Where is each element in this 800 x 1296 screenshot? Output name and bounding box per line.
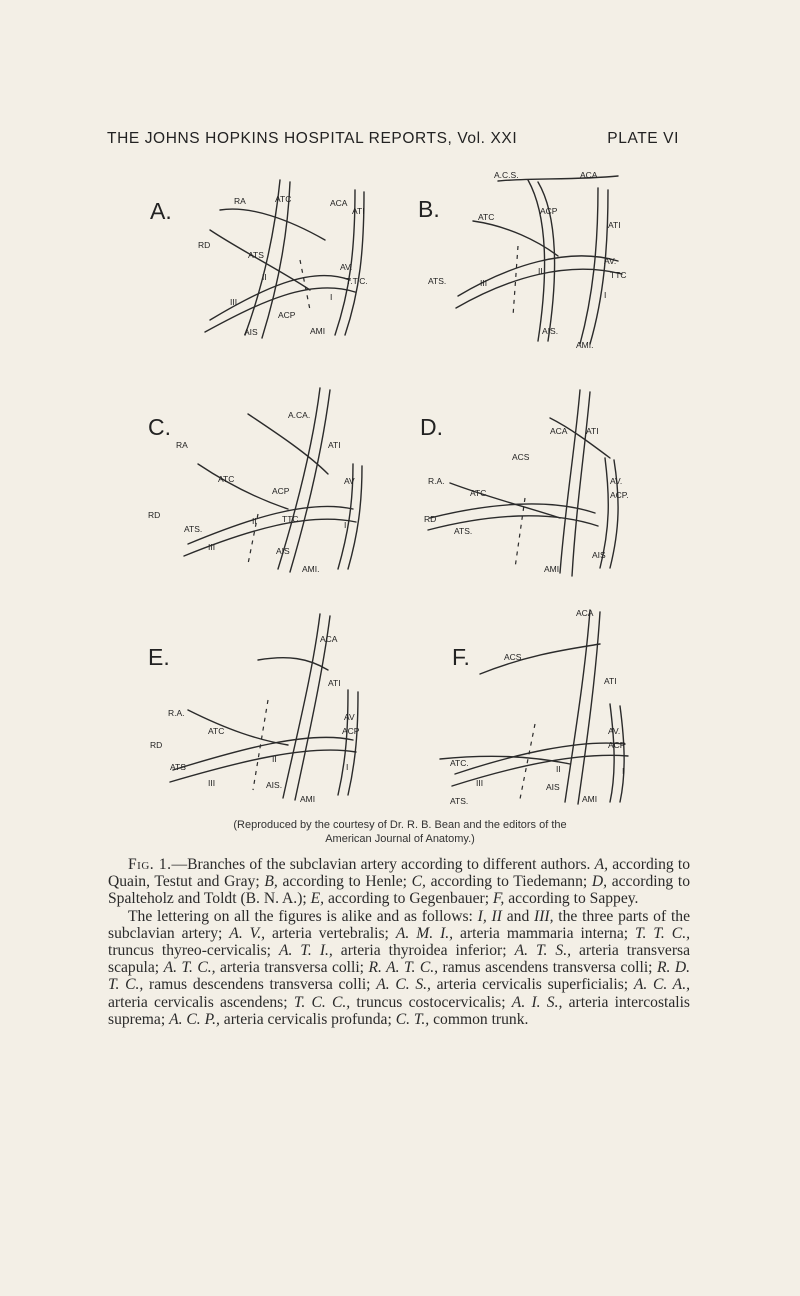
credit-line-2: American Journal of Anatomy.) bbox=[325, 833, 475, 845]
panel-e-drawing bbox=[148, 610, 368, 806]
panel-c-label: RD bbox=[148, 510, 161, 520]
reproduction-credit bbox=[120, 818, 680, 846]
panel-b-label: ACP bbox=[540, 206, 558, 216]
caption-abbrev: III, bbox=[534, 907, 554, 925]
figure-number: Fig. 1. bbox=[128, 856, 172, 873]
panel-a-drawing bbox=[150, 170, 370, 350]
plate-number: PLATE VI bbox=[607, 130, 679, 147]
panel-d-label: R.A. bbox=[428, 476, 445, 486]
panel-letter-d: D. bbox=[420, 414, 443, 440]
caption-text: arteria cervicalis superficialis; bbox=[430, 976, 634, 994]
panel-a-label: T.T.C. bbox=[346, 276, 368, 286]
panel-a-label: ATI bbox=[352, 206, 365, 216]
caption-abbrev: A. T. I., bbox=[279, 942, 333, 960]
panel-f-label: AV. bbox=[608, 726, 621, 736]
panel-e-label: AV bbox=[344, 712, 355, 722]
diagram-panel-e bbox=[148, 610, 368, 806]
panel-a-label: AMI bbox=[310, 326, 326, 336]
panel-f-label: ACA bbox=[576, 608, 594, 618]
panel-c-label: III bbox=[208, 542, 216, 552]
caption-text: the three parts of the subclavian artery; bbox=[108, 907, 690, 942]
caption-text: arteria vertebralis; bbox=[265, 924, 396, 942]
caption-abbrev: A. I. S., bbox=[511, 993, 563, 1011]
panel-c-label: AMI. bbox=[302, 564, 320, 574]
panel-e-label: III bbox=[208, 778, 216, 788]
credit-line-1: (Reproduced by the courtesy of Dr. R. B. Bean and the editors of the bbox=[233, 819, 567, 831]
caption-abbrev: R. A. T. C., bbox=[368, 959, 439, 977]
caption-abbrev: T. C. C., bbox=[293, 993, 351, 1011]
panel-letter-a: A. bbox=[150, 198, 172, 224]
panel-e-label: RD bbox=[150, 740, 163, 750]
caption-abbrev: E, bbox=[310, 890, 325, 908]
panel-f-label: AMI bbox=[582, 794, 598, 804]
panel-a-label: ACP bbox=[278, 310, 296, 320]
panel-f-label: ACP bbox=[608, 740, 626, 750]
panel-f-label: ATI bbox=[604, 676, 617, 686]
panel-e-label: I bbox=[346, 762, 349, 772]
caption-text: according to Henle; bbox=[277, 873, 412, 891]
panel-e-label: ATS bbox=[170, 762, 186, 772]
panel-b-label: ATI bbox=[608, 220, 621, 230]
panel-d-label: ATC bbox=[470, 488, 487, 498]
panel-f-label: AIS bbox=[546, 782, 560, 792]
panel-f-label: I bbox=[622, 766, 625, 776]
panel-c-drawing bbox=[148, 384, 370, 580]
panel-d-label: ATS. bbox=[454, 526, 473, 536]
caption-abbrev: A. M. I., bbox=[395, 924, 454, 942]
panel-b-label: ACA bbox=[580, 170, 598, 180]
panel-c-label: TTC bbox=[282, 514, 299, 524]
panel-d-label: RD bbox=[424, 514, 437, 524]
panel-f-drawing bbox=[420, 604, 642, 810]
panel-a-label: III bbox=[230, 297, 238, 307]
caption-paragraph-1 bbox=[108, 856, 690, 908]
panel-a-label: I bbox=[330, 292, 333, 302]
panel-f-label: II bbox=[556, 764, 561, 774]
panel-e-label: R.A. bbox=[168, 708, 185, 718]
panel-b-label: TTC bbox=[610, 270, 627, 280]
panel-d-label: ACA bbox=[550, 426, 568, 436]
panel-letter-b: B. bbox=[418, 196, 440, 222]
caption-text: according to Sappey. bbox=[504, 890, 639, 908]
caption-abbrev: A. C. P., bbox=[169, 1010, 220, 1028]
caption-text: according to Spalteholz and Toldt (B. N. A.); bbox=[108, 873, 690, 908]
caption-abbrev: T. T. C., bbox=[635, 924, 690, 942]
panel-e-label: II bbox=[272, 754, 277, 764]
panel-c-label: ACP bbox=[272, 486, 290, 496]
diagram-panel-c bbox=[148, 384, 370, 580]
caption-abbrev: A. C. S., bbox=[376, 976, 431, 994]
panel-c-label: AIS bbox=[276, 546, 290, 556]
panel-f-label: ATS. bbox=[450, 796, 469, 806]
panel-b-label: II bbox=[538, 266, 543, 276]
panel-a-label: RA bbox=[234, 196, 246, 206]
panel-b-label: III bbox=[480, 278, 488, 288]
caption-abbrev: C, bbox=[411, 873, 426, 891]
panel-c-label: ATS. bbox=[184, 524, 203, 534]
caption-text: and bbox=[501, 907, 535, 925]
panel-b-drawing bbox=[418, 166, 638, 356]
panel-d-label: ACS bbox=[512, 452, 530, 462]
figure-caption bbox=[108, 856, 690, 1028]
panel-d-label: AV. bbox=[610, 476, 623, 486]
caption-text: truncus thyreo-cervicalis; bbox=[108, 942, 279, 960]
panel-b-label: AIS. bbox=[542, 326, 559, 336]
caption-text: arteria transversa scapula; bbox=[108, 942, 691, 977]
diagram-panel-d bbox=[420, 388, 640, 584]
panel-letter-f: F. bbox=[452, 644, 470, 670]
panel-f-label: ACS. bbox=[504, 652, 524, 662]
caption-text: arteria cervicalis profunda; bbox=[219, 1010, 396, 1028]
panel-e-label: AIS. bbox=[266, 780, 283, 790]
caption-text: arteria thyroidea inferior; bbox=[332, 942, 515, 960]
panel-e-label: ATC bbox=[208, 726, 225, 736]
caption-text: arteria intercostalis suprema; bbox=[108, 993, 691, 1028]
panel-a-label: ATC bbox=[275, 194, 292, 204]
caption-abbrev: R. D. T. C., bbox=[108, 959, 691, 994]
panel-f-label: ATC. bbox=[450, 758, 469, 768]
panel-c-label: II bbox=[252, 516, 257, 526]
caption-abbrev: A. T. C., bbox=[163, 959, 216, 977]
panel-a-label: AIS bbox=[244, 327, 258, 337]
panel-d-label: AMI bbox=[544, 564, 560, 574]
panel-c-label: I bbox=[344, 520, 347, 530]
caption-abbrev: A. T. S., bbox=[514, 942, 571, 960]
diagram-panel-a bbox=[150, 170, 370, 350]
caption-text: according to Quain, Testut and Gray; bbox=[108, 856, 690, 891]
caption-text: truncus costocervicalis; bbox=[350, 993, 512, 1011]
panel-b-label: A.C.S. bbox=[494, 170, 519, 180]
panel-c-label: A.CA. bbox=[288, 410, 311, 420]
panel-c-label: RA bbox=[176, 440, 188, 450]
panel-e-label: AMI bbox=[300, 794, 316, 804]
panel-a-label: II bbox=[262, 272, 267, 282]
caption-abbrev: A. V., bbox=[229, 924, 265, 942]
panel-f-label: III bbox=[476, 778, 484, 788]
panel-c-label: ATC bbox=[218, 474, 235, 484]
diagram-panel-f bbox=[420, 604, 642, 810]
panel-a-label: RD bbox=[198, 240, 211, 250]
panel-a-label: ATS bbox=[248, 250, 264, 260]
caption-abbrev: F, bbox=[492, 890, 505, 908]
panel-a-label: AV. bbox=[340, 262, 353, 272]
caption-text: arteria mammaria interna; bbox=[453, 924, 636, 942]
caption-text: arteria cervicalis ascendens; bbox=[108, 993, 294, 1011]
panel-b-label: AMI. bbox=[576, 340, 594, 350]
caption-text: common trunk. bbox=[429, 1010, 529, 1028]
panel-b-label: ATC bbox=[478, 212, 495, 222]
panel-e-label: ATI bbox=[328, 678, 341, 688]
caption-abbrev: A. C. A., bbox=[633, 976, 690, 994]
panel-e-label: ACA bbox=[320, 634, 338, 644]
panel-d-label: ACP. bbox=[610, 490, 629, 500]
diagram-panel-b bbox=[418, 166, 638, 356]
panel-letter-e: E. bbox=[148, 644, 170, 670]
panel-d-drawing bbox=[420, 388, 640, 584]
panel-d-label: AIS bbox=[592, 550, 606, 560]
panel-a-label: ACA bbox=[330, 198, 348, 208]
caption-text: ramus descendens transversa colli; bbox=[143, 976, 377, 994]
caption-text: arteria transversa colli; bbox=[215, 959, 369, 977]
journal-title: THE JOHNS HOPKINS HOSPITAL REPORTS, Vol. XXI bbox=[107, 130, 518, 147]
caption-abbrev: A, bbox=[594, 856, 609, 873]
caption-abbrev: B, bbox=[264, 873, 278, 891]
panel-b-label: ATS. bbox=[428, 276, 447, 286]
panel-c-label: AV bbox=[344, 476, 355, 486]
caption-text: The lettering on all the figures is alike and as follows: bbox=[128, 907, 478, 925]
panel-letter-c: C. bbox=[148, 414, 171, 440]
panel-e-label: ACP bbox=[342, 726, 360, 736]
panel-b-label: AV. bbox=[604, 256, 617, 266]
caption-abbrev: I, II bbox=[477, 907, 502, 925]
caption-text: according to Gegenbauer; bbox=[324, 890, 493, 908]
panel-d-label: ATI bbox=[586, 426, 599, 436]
page-header bbox=[107, 130, 679, 148]
caption-abbrev: D, bbox=[591, 873, 608, 891]
caption-text: ramus ascendens transversa colli; bbox=[438, 959, 657, 977]
panel-c-label: ATI bbox=[328, 440, 341, 450]
panel-b-label: I bbox=[604, 290, 607, 300]
caption-text: —Branches of the subclavian artery according to different authors. bbox=[171, 856, 595, 873]
caption-abbrev: C. T., bbox=[395, 1010, 430, 1028]
caption-paragraph-2 bbox=[108, 908, 690, 1028]
caption-text: according to Tiedemann; bbox=[425, 873, 592, 891]
